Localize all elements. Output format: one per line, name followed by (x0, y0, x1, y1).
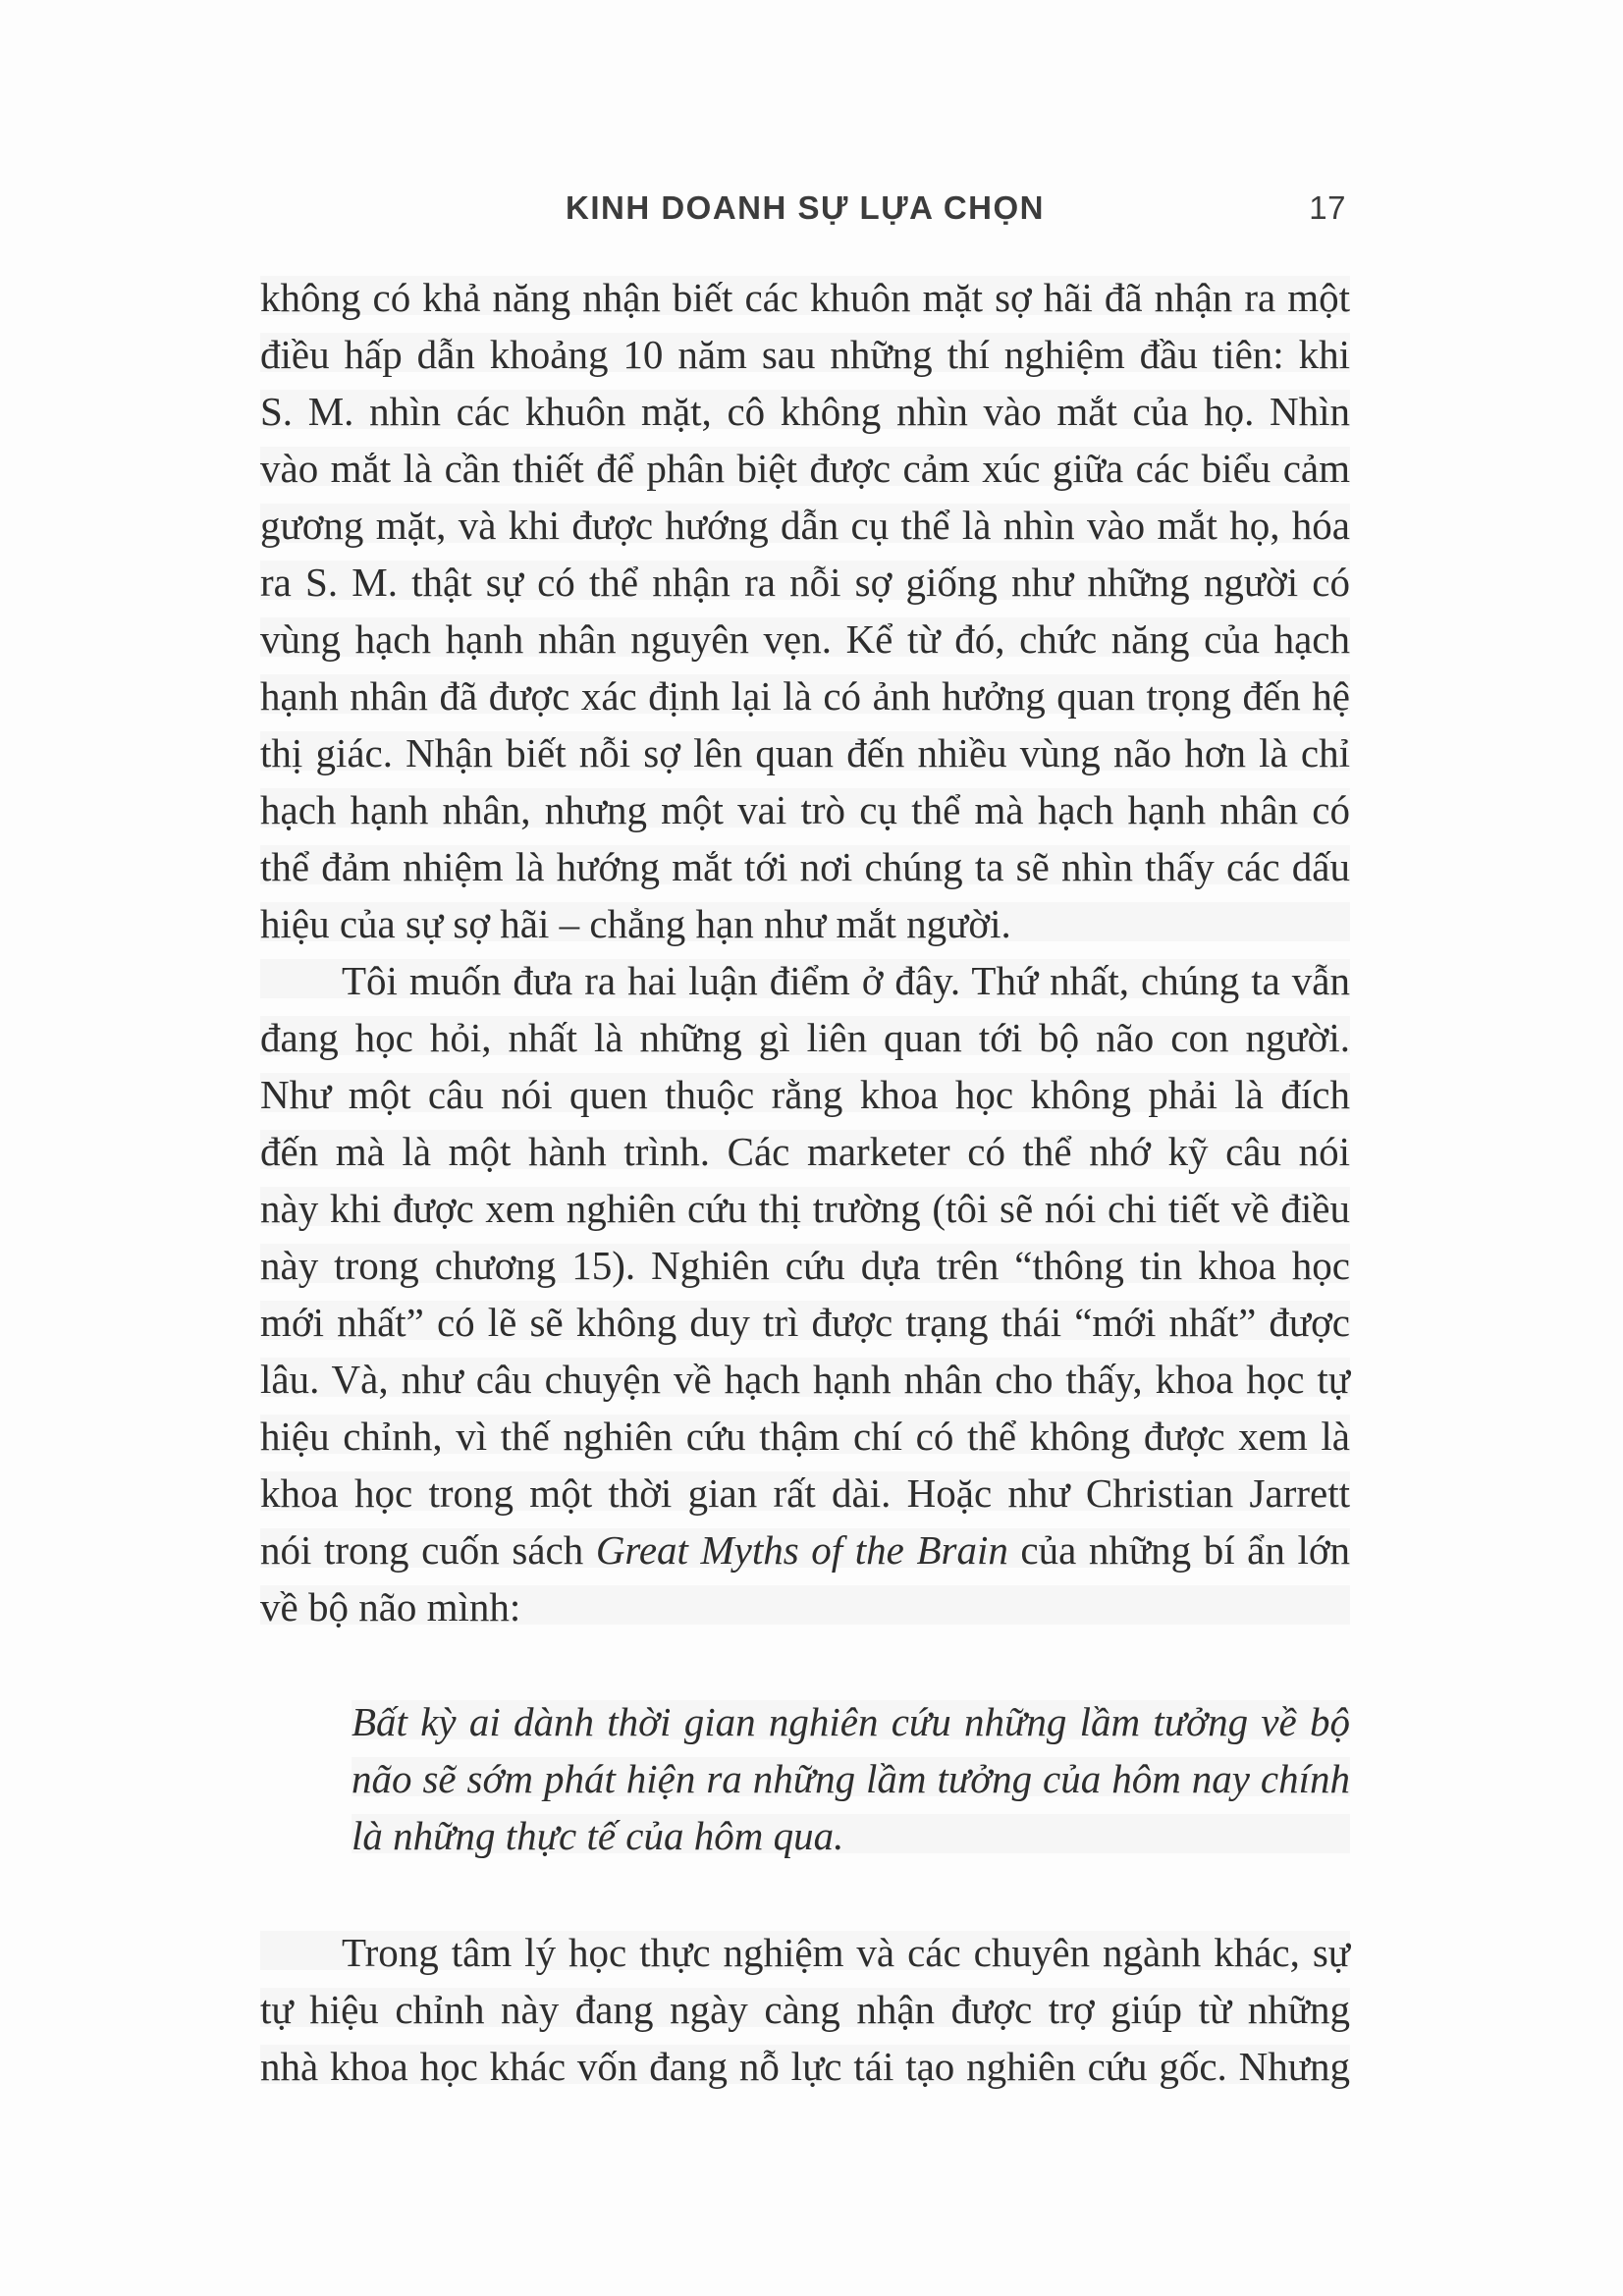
text-segment: đến mà là một hành trình. Các marketer có thể nhớ kỹ câu nói (260, 1129, 1350, 1174)
text-line (352, 1693, 1350, 1750)
text-line (260, 1522, 1350, 1578)
text-segment: gương mặt, và khi được hướng dẫn cụ thể là nhìn vào mắt họ, hóa (260, 503, 1350, 548)
text-segment: hạch hạnh nhân, nhưng một vai trò cụ thể mà hạch hạnh nhân có (260, 787, 1350, 832)
text-segment: mới nhất” có lẽ sẽ không duy trì được trạng thái “mới nhất” được (260, 1300, 1350, 1345)
text-line (260, 1294, 1350, 1351)
text-segment: tự hiệu chỉnh này đang ngày càng nhận được trợ giúp từ những (260, 1987, 1350, 2032)
text-line (260, 952, 1350, 1009)
text-segment: S. M. nhìn các khuôn mặt, cô không nhìn vào mắt của họ. Nhìn (260, 389, 1350, 434)
text-line (260, 497, 1350, 554)
text-segment: nói trong cuốn sách (260, 1527, 596, 1573)
text-segment: ra S. M. thật sự có thể nhận ra nỗi sợ giống như những người có (260, 560, 1350, 605)
italic-text-segment: não sẽ sớm phát hiện ra những lầm tưởng của hôm nay chính (352, 1756, 1350, 1801)
text-line (260, 611, 1350, 667)
text-segment: hiệu chỉnh, vì thế nghiên cứu thậm chí có thể không được xem là (260, 1414, 1350, 1459)
text-line (260, 1924, 1350, 1981)
text-line (260, 383, 1350, 440)
text-line (260, 1981, 1350, 2038)
text-segment: thể đảm nhiệm là hướng mắt tới nơi chúng ta sẽ nhìn thấy các dấu (260, 844, 1350, 889)
text-line (260, 554, 1350, 611)
text-segment: đang học hỏi, nhất là những gì liên quan tới bộ não con người. (260, 1015, 1350, 1060)
chapter-title: KINH DOANH SỰ LỰA CHỌN (565, 189, 1046, 226)
paragraph (260, 269, 1350, 952)
text-segment: Trong tâm lý học thực nghiệm và các chuyên ngành khác, sự (342, 1930, 1350, 1975)
text-line (260, 2038, 1350, 2095)
text-segment: của những bí ẩn lớn (1007, 1527, 1351, 1573)
text-segment: Như một câu nói quen thuộc rằng khoa học không phải là đích (260, 1072, 1350, 1117)
text-segment: hiệu của sự sợ hãi – chẳng hạn như mắt người. (260, 901, 1011, 946)
text-line (260, 1009, 1350, 1066)
text-line (260, 781, 1350, 838)
italic-text-segment: là những thực tế của hôm qua. (352, 1813, 844, 1858)
text-segment: khoa học trong một thời gian rất dài. Hoặc như Christian Jarrett (260, 1470, 1350, 1516)
text-line (260, 1578, 1350, 1635)
block-quote (352, 1693, 1350, 1864)
body-text (260, 269, 1350, 2095)
text-line (260, 838, 1350, 895)
text-segment: thị giác. Nhận biết nỗi sợ lên quan đến nhiều vùng não hơn là chỉ (260, 730, 1350, 775)
text-segment: vào mắt là cần thiết để phân biệt được cảm xúc giữa các biểu cảm (260, 446, 1350, 491)
text-line (260, 1123, 1350, 1180)
text-segment: này trong chương 15). Nghiên cứu dựa trên “thông tin khoa học (260, 1243, 1350, 1288)
text-line (260, 724, 1350, 781)
text-segment: không có khả năng nhận biết các khuôn mặt sợ hãi đã nhận ra một (260, 275, 1350, 320)
paragraph (260, 952, 1350, 1635)
text-line (260, 269, 1350, 326)
text-line (260, 1408, 1350, 1465)
text-line (260, 440, 1350, 497)
text-line (260, 1237, 1350, 1294)
text-line (260, 895, 1350, 952)
text-segment: điều hấp dẫn khoảng 10 năm sau những thí nghiệm đầu tiên: khi (260, 332, 1350, 377)
text-line (260, 1351, 1350, 1408)
text-segment: Tôi muốn đưa ra hai luận điểm ở đây. Thứ nhất, chúng ta vẫn (342, 958, 1350, 1003)
text-line (352, 1750, 1350, 1807)
paragraph (260, 1924, 1350, 2095)
text-line (260, 326, 1350, 383)
italic-text-segment: Bất kỳ ai dành thời gian nghiên cứu những lầm tưởng về bộ (352, 1699, 1350, 1744)
page-number: 17 (1309, 189, 1346, 226)
text-segment: về bộ não mình: (260, 1584, 521, 1629)
text-segment: vùng hạch hạnh nhân nguyên vẹn. Kể từ đó, chức năng của hạch (260, 616, 1350, 662)
text-line (260, 667, 1350, 724)
text-line (260, 1066, 1350, 1123)
text-segment: hạnh nhân đã được xác định lại là có ảnh hưởng quan trọng đến hệ (260, 673, 1350, 719)
running-header (260, 187, 1350, 230)
text-segment: lâu. Và, như câu chuyện về hạch hạnh nhân cho thấy, khoa học tự (260, 1357, 1350, 1402)
text-segment: nhà khoa học khác vốn đang nỗ lực tái tạo nghiên cứu gốc. Nhưng (260, 2044, 1350, 2089)
text-line (260, 1465, 1350, 1522)
text-segment: này khi được xem nghiên cứu thị trường (tôi sẽ nói chi tiết về điều (260, 1186, 1350, 1231)
text-line (260, 1180, 1350, 1237)
text-line (352, 1807, 1350, 1864)
italic-text-segment: Great Myths of the Brain (595, 1527, 1008, 1573)
